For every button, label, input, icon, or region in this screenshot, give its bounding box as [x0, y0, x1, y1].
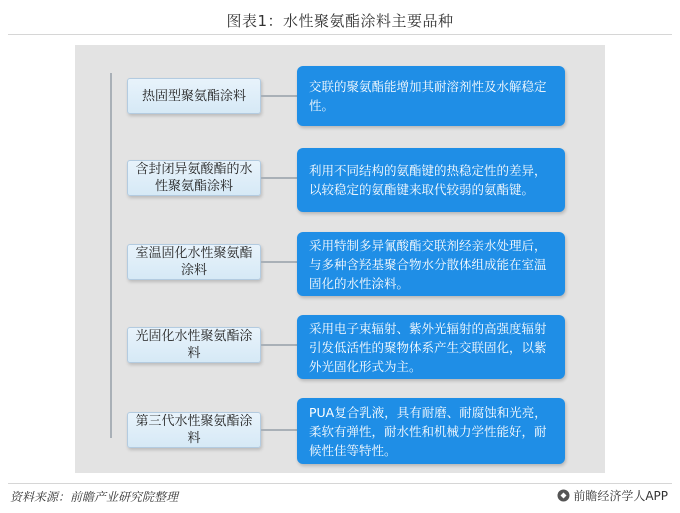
category-label-box — [127, 78, 261, 114]
category-label-box — [127, 412, 261, 448]
description-text: 采用电子束辐射、紫外光辐射的高强度辐射引发低活性的聚物体系产生交联固化，以紫外光固化形式为主。 — [309, 320, 547, 374]
category-label: 热固型聚氨酯涂料 — [141, 88, 246, 104]
description-text: 交联的聚氨酯能增加其耐溶剂性及水解稳定性。 — [309, 79, 547, 113]
category-label-box — [127, 327, 261, 363]
category-label: 光固化水性聚氨酯涂料 — [135, 329, 253, 361]
description-text: PUA复合乳液，具有耐磨、耐腐蚀和光亮，柔软有弹性，耐水性和机械力学性能好，耐候性佳等特性。 — [309, 404, 547, 458]
category-label: 含封闭异氨酸酯的水性聚氨酯涂料 — [135, 162, 253, 194]
description-box — [297, 232, 565, 296]
title-divider — [8, 34, 672, 35]
brand-name: 前瞻经济学人APP — [573, 489, 668, 503]
row-connector — [261, 429, 297, 431]
source-note: 资料来源：前瞻产业研究院整理 — [10, 490, 179, 504]
category-label-box — [127, 160, 261, 196]
description-text: 利用不同结构的氨酯键的热稳定性的差异，以较稳定的氨酯键来取代较弱的氨酯键。 — [309, 163, 547, 197]
chart-title: 图表1：水性聚氨酯涂料主要品种 — [226, 12, 454, 30]
category-label: 第三代水性聚氨酯涂料 — [135, 414, 253, 446]
diagram-spine — [110, 73, 112, 438]
row-connector — [261, 344, 297, 346]
description-box — [297, 398, 565, 464]
description-box — [297, 315, 565, 379]
row-connector — [261, 261, 297, 263]
description-text: 采用特制多异氰酸酯交联剂经亲水处理后，与多种含羟基聚合物水分散体组成能在室温固化的水性涂料。 — [309, 237, 547, 291]
row-connector — [261, 177, 297, 179]
footer-divider — [8, 483, 672, 484]
qianzhan-logo-icon — [557, 489, 570, 502]
category-label-box — [127, 244, 261, 280]
description-box — [297, 148, 565, 212]
description-box — [297, 66, 565, 126]
brand-mark — [557, 487, 668, 504]
row-connector — [261, 95, 297, 97]
category-label: 室温固化水性聚氨酯涂料 — [135, 246, 253, 278]
